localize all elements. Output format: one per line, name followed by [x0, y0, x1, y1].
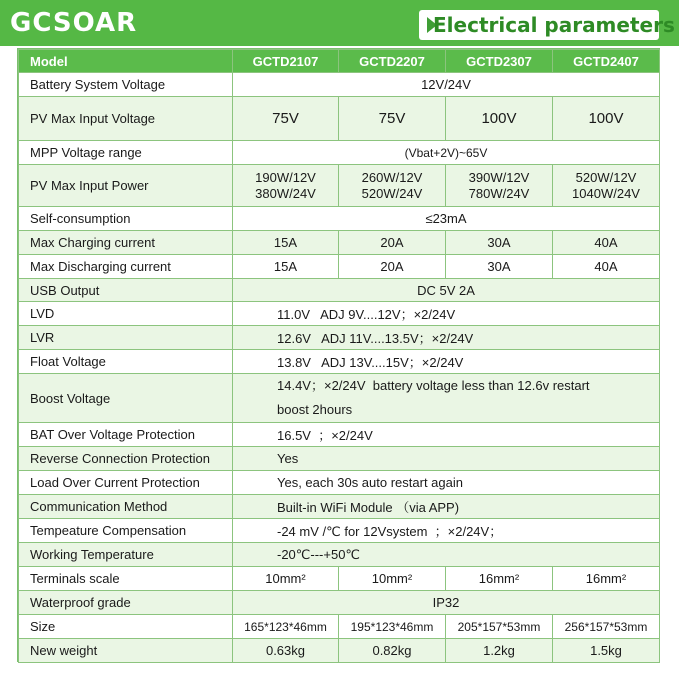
row-value: IP32: [233, 591, 660, 615]
row-value: [339, 165, 446, 207]
row-label: Self-consumption: [19, 207, 233, 231]
row-value: 0.63kg: [233, 639, 339, 663]
value-line: 1040W/24V: [572, 185, 640, 201]
table-row: [19, 141, 660, 165]
row-label: Load Over Current Protection: [19, 471, 233, 495]
row-value: 20A: [339, 255, 446, 279]
row-value: -20℃---+50℃: [233, 543, 660, 567]
row-value: 10mm²: [339, 567, 446, 591]
row-value: 0.82kg: [339, 639, 446, 663]
row-value: 10mm²: [233, 567, 339, 591]
row-value: Yes, each 30s auto restart again: [233, 471, 660, 495]
value-line: 520W/12V: [575, 169, 637, 185]
table-row: [19, 519, 660, 543]
row-value: [233, 165, 339, 207]
table-row: [19, 639, 660, 663]
row-value: DC 5V 2A: [233, 279, 660, 302]
table-row: [19, 615, 660, 639]
table-header-row: [19, 50, 660, 73]
row-label: LVR: [19, 326, 233, 350]
row-value: -24 mV /℃ for 12Vsystem ；×2/24V；: [233, 519, 660, 543]
table-row: [19, 471, 660, 495]
row-label: PV Max Input Voltage: [19, 97, 233, 141]
row-value: 165*123*46mm: [233, 615, 339, 639]
value-line: 14.4V；×2/24V battery voltage less than 12.6v restart: [277, 378, 590, 393]
row-label: Reverse Connection Protection: [19, 447, 233, 471]
table-row: [19, 447, 660, 471]
table-row: [19, 165, 660, 207]
row-label: MPP Voltage range: [19, 141, 233, 165]
table-row: [19, 255, 660, 279]
row-value: 100V: [553, 97, 660, 141]
row-label: Tempeature Compensation: [19, 519, 233, 543]
row-value: 195*123*46mm: [339, 615, 446, 639]
row-value: (Vbat+2V)~65V: [233, 141, 660, 165]
table-row: [19, 302, 660, 326]
table-row: [19, 279, 660, 302]
table-row: [19, 495, 660, 519]
row-label: Battery System Voltage: [19, 73, 233, 97]
table-row: [19, 97, 660, 141]
row-value: 40A: [553, 231, 660, 255]
row-value: 13.8V ADJ 13V....15V；×2/24V: [233, 350, 660, 374]
row-label: New weight: [19, 639, 233, 663]
row-label: Communication Method: [19, 495, 233, 519]
row-label: LVD: [19, 302, 233, 326]
column-header: GCTD2307: [446, 50, 553, 73]
row-label: Waterproof grade: [19, 591, 233, 615]
row-label: Boost Voltage: [19, 374, 233, 423]
row-value: 40A: [553, 255, 660, 279]
value-line: 780W/24V: [468, 185, 530, 201]
column-header: Model: [19, 50, 233, 73]
value-line: 380W/24V: [255, 185, 316, 201]
row-label: Terminals scale: [19, 567, 233, 591]
table-row: [19, 591, 660, 615]
row-value: 20A: [339, 231, 446, 255]
row-value: 11.0V ADJ 9V....12V；×2/24V: [233, 302, 660, 326]
row-value: 12.6V ADJ 11V....13.5V；×2/24V: [233, 326, 660, 350]
row-label: BAT Over Voltage Protection: [19, 423, 233, 447]
row-label: Float Voltage: [19, 350, 233, 374]
table-row: [19, 423, 660, 447]
row-label: Max Charging current: [19, 231, 233, 255]
row-value: 100V: [446, 97, 553, 141]
table-row: [19, 543, 660, 567]
row-value: 30A: [446, 231, 553, 255]
row-label: USB Output: [19, 279, 233, 302]
row-value: [553, 165, 660, 207]
row-value: 256*157*53mm: [553, 615, 660, 639]
value-line: 390W/12V: [468, 169, 530, 185]
page-title: Electrical parameters: [433, 13, 675, 37]
row-value: 16mm²: [446, 567, 553, 591]
value-line: 260W/12V: [361, 169, 423, 185]
header-banner: [0, 0, 679, 46]
value-line: boost 2hours: [277, 402, 353, 417]
row-value: Yes: [233, 447, 660, 471]
table-row: [19, 326, 660, 350]
row-value: 75V: [233, 97, 339, 141]
column-header: GCTD2207: [339, 50, 446, 73]
row-value: [233, 374, 660, 423]
row-value: 75V: [339, 97, 446, 141]
row-label: Size: [19, 615, 233, 639]
row-value: [446, 165, 553, 207]
row-value: 205*157*53mm: [446, 615, 553, 639]
row-value: 1.5kg: [553, 639, 660, 663]
table-row: [19, 374, 660, 423]
table-row: [19, 567, 660, 591]
brand-logo: GCSOAR: [10, 8, 138, 38]
row-value: 1.2kg: [446, 639, 553, 663]
table-row: [19, 350, 660, 374]
column-header: GCTD2407: [553, 50, 660, 73]
parameters-table: [17, 48, 660, 662]
table-row: [19, 73, 660, 97]
row-label: Max Discharging current: [19, 255, 233, 279]
value-line: 520W/24V: [361, 185, 423, 201]
table-row: [19, 231, 660, 255]
row-value: 16mm²: [553, 567, 660, 591]
row-value: 12V/24V: [233, 73, 660, 97]
row-label: Working Temperature: [19, 543, 233, 567]
row-value: ≤23mA: [233, 207, 660, 231]
row-label: PV Max Input Power: [19, 165, 233, 207]
row-value: 15A: [233, 255, 339, 279]
column-header: GCTD2107: [233, 50, 339, 73]
row-value: Built-in WiFi Module （via APP): [233, 495, 660, 519]
table-row: [19, 207, 660, 231]
value-line: 190W/12V: [255, 169, 316, 185]
row-value: 16.5V ；×2/24V: [233, 423, 660, 447]
row-value: 15A: [233, 231, 339, 255]
row-value: 30A: [446, 255, 553, 279]
